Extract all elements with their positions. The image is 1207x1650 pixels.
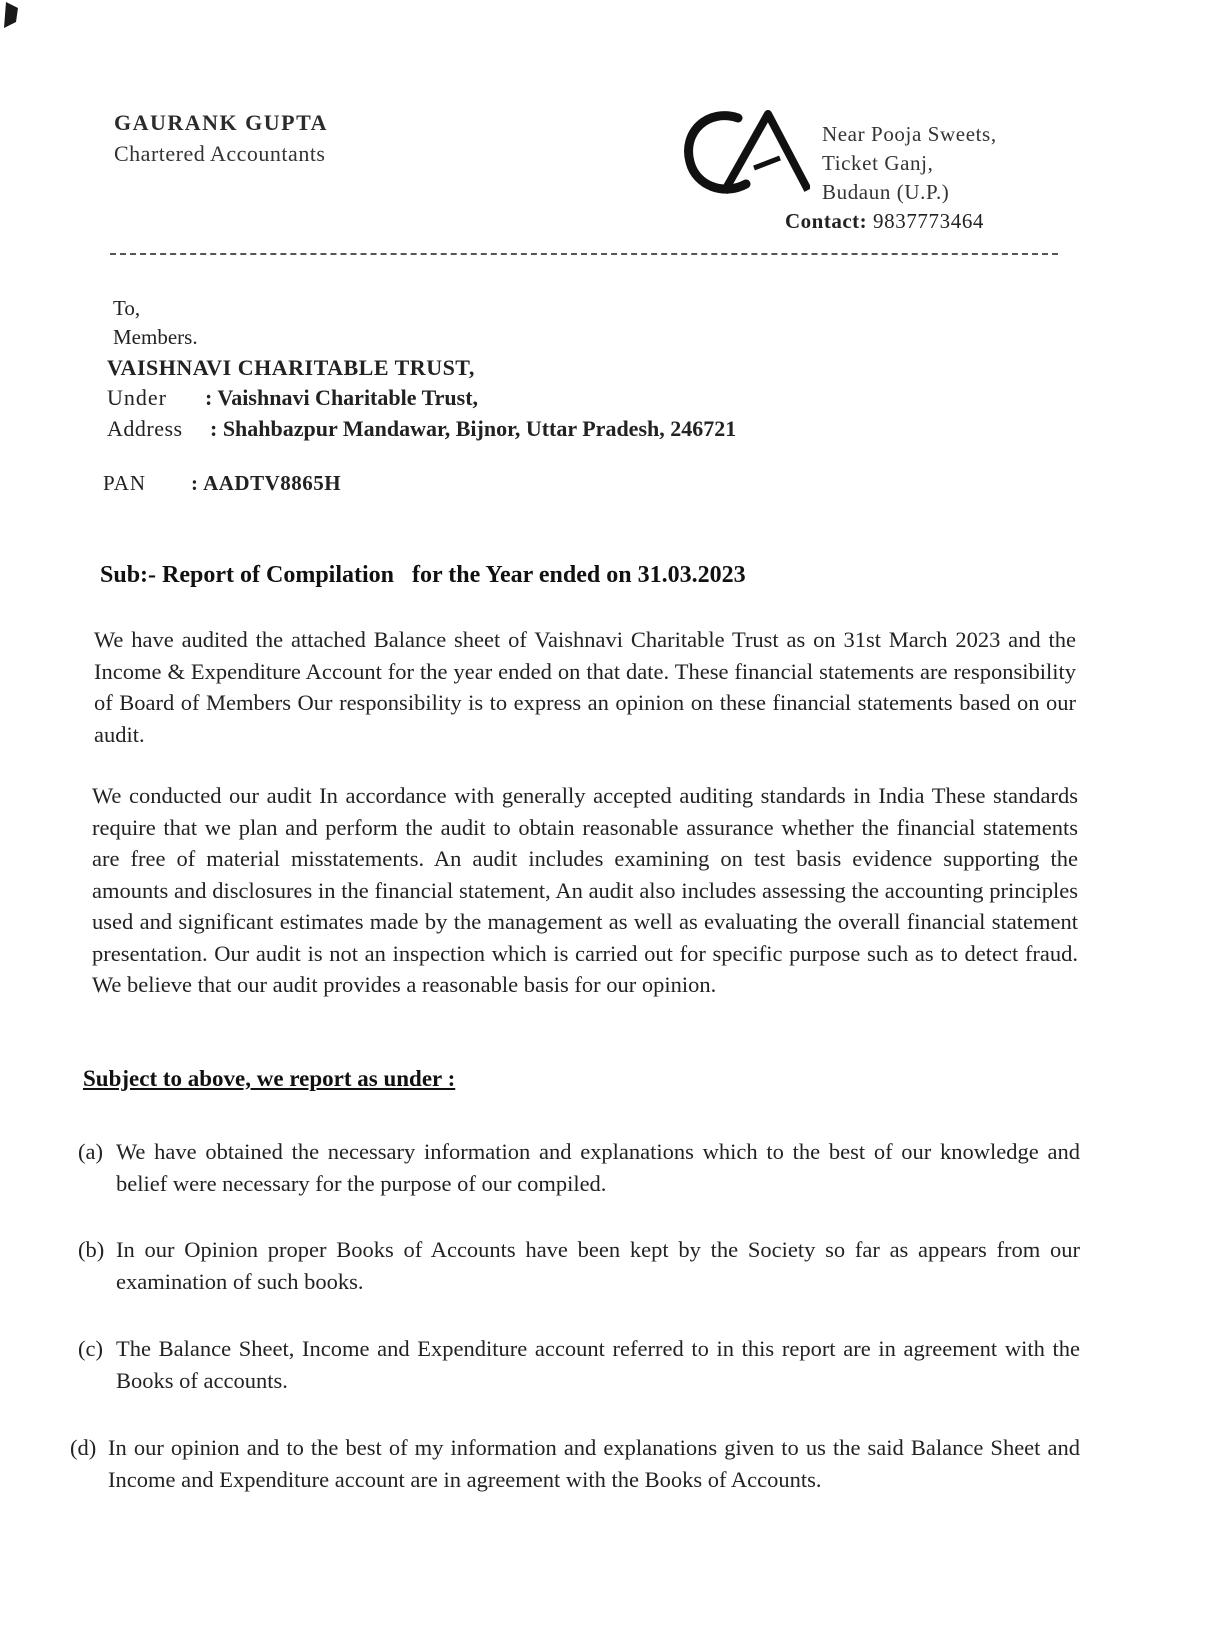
- item-text: We have obtained the necessary information and explanations which to the best of our knowledge and belief were necessary for the purpose of our compiled.: [116, 1139, 1080, 1196]
- report-item-d: [70, 1432, 1080, 1496]
- ca-logo: [680, 110, 810, 200]
- item-text: The Balance Sheet, Income and Expenditure account referred to in this report are in agreement with the Books of accounts.: [116, 1336, 1080, 1393]
- under-row: [107, 385, 478, 411]
- report-item-b: [78, 1234, 1080, 1298]
- address-line-2: Ticket Ganj,: [822, 151, 934, 175]
- report-heading: Subject to above, we report as under :: [83, 1066, 456, 1091]
- item-text: In our opinion and to the best of my information and explanations given to us the said Balance Sheet and Income and Expenditure account are in agreement with the Books of Accounts.: [108, 1435, 1080, 1492]
- under-value: : Vaishnavi Charitable Trust,: [205, 385, 479, 410]
- firm-subtitle: Chartered Accountants: [114, 141, 326, 166]
- item-marker: (b): [78, 1237, 105, 1262]
- report-item-a: [78, 1136, 1080, 1200]
- paragraph-1: We have audited the attached Balance sheet of Vaishnavi Charitable Trust as on 31st March 2023 and the Income & Expenditure Account for the year ended on that date. These financial statements are responsibility of Board of Members Our responsibility is to express an opinion on these financial statements based on our audit.: [94, 627, 1076, 747]
- item-marker: (c): [78, 1336, 103, 1361]
- pan-value: : AADTV8865H: [191, 471, 342, 495]
- contact-number: 9837773464: [873, 209, 985, 233]
- contact-label: Contact:: [785, 209, 868, 233]
- pan-row: [103, 471, 341, 496]
- paragraph-2: We conducted our audit In accordance with generally accepted auditing standards in India These standards require that we plan and perform the audit to obtain reasonable assurance whether the financial statements are free of material misstatements. An audit includes examining on test basis evidence supporting the amounts and disclosures in the financial statement, An audit also includes assessing the accounting principles used and significant estimates made by the management as well as evaluating the overall financial statement presentation. Our audit is not an inspection which is carried out for specific purpose such as to detect fraud. We believe that our audit provides a reasonable basis for our opinion.: [92, 783, 1078, 997]
- address-value: : Shahbazpur Mandawar, Bijnor, Uttar Pradesh, 246721: [210, 416, 737, 441]
- pan-label: PAN: [103, 471, 147, 495]
- under-label: Under: [107, 385, 167, 410]
- address-line-1: Near Pooja Sweets,: [822, 122, 997, 146]
- report-item-c: [78, 1333, 1080, 1397]
- item-text: In our Opinion proper Books of Accounts have been kept by the Society so far as appears from our examination of such books.: [116, 1237, 1080, 1294]
- contact-line: [785, 209, 984, 234]
- address-line-3: Budaun (U.P.): [822, 180, 950, 204]
- trust-name: VAISHNAVI CHARITABLE TRUST,: [107, 355, 475, 380]
- to-line: To,: [113, 296, 141, 320]
- firm-name: GAURANK GUPTA: [114, 110, 329, 135]
- header-divider: [110, 253, 1058, 255]
- scan-mark: [0, 0, 20, 32]
- address-row: [107, 416, 736, 442]
- item-marker: (d): [70, 1435, 97, 1460]
- subject-line: Sub:- Report of Compilation for the Year ended on 31.03.2023: [100, 562, 746, 588]
- item-marker: (a): [78, 1139, 103, 1164]
- address-label: Address: [107, 416, 183, 441]
- members-line: Members.: [113, 325, 198, 349]
